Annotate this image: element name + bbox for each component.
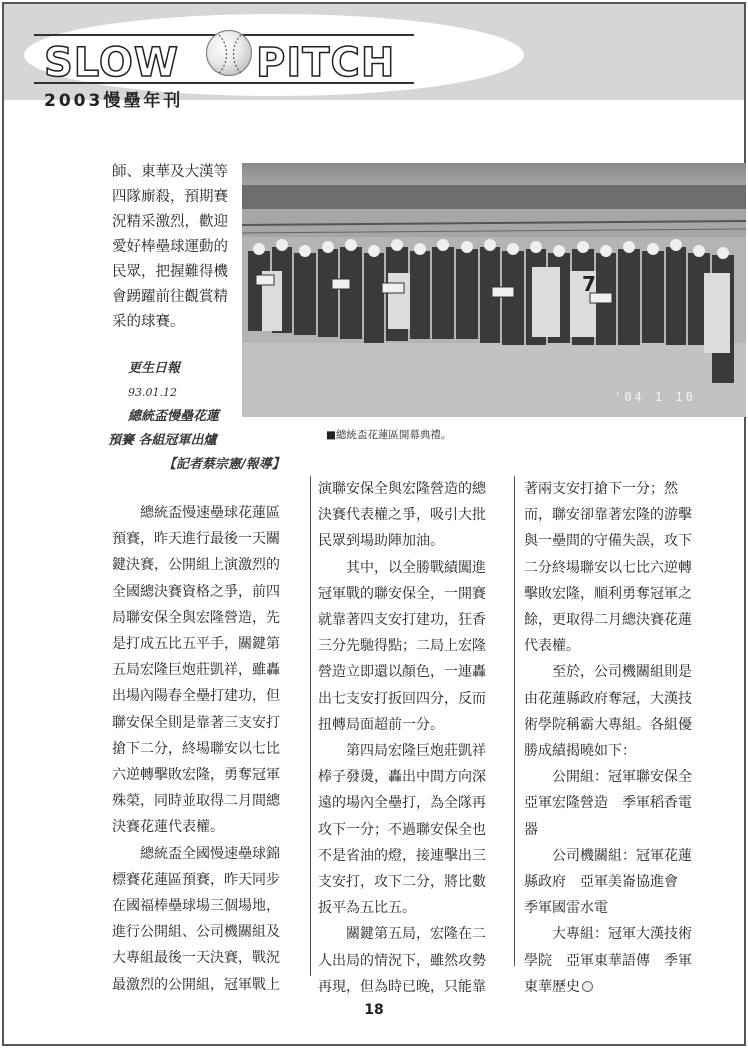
article-line: 三分先馳得點；二局上宏隆: [318, 638, 486, 655]
intro-text: [112, 160, 234, 335]
article-line: 擊敗宏隆，順利勇奪冠軍之: [524, 585, 692, 602]
article-line: 總統盃慢速壘球花蓮區: [140, 505, 280, 521]
article-line: 是打成五比五平手，關鍵第: [112, 636, 280, 653]
article-line: 大專組：冠軍大漢技術: [552, 926, 692, 943]
article-line: 預賽，昨天進行最後一天關: [112, 531, 280, 548]
article-line: 扳平為五比五。: [318, 900, 416, 917]
article-line: 第四局宏隆巨炮莊凱祥: [346, 743, 486, 760]
intro-line: 會踴躍前往觀賞精: [112, 289, 228, 305]
page-number: 18: [364, 1002, 384, 1018]
article-line: 出場內陽春全壘打建功，但: [112, 688, 280, 705]
article-line: 公司機關組：冠軍花蓮: [552, 847, 692, 864]
article-line: 搶下二分，終場聯安以七比: [112, 740, 280, 757]
article-line: 至於，公司機關組則是: [552, 664, 692, 681]
article-line: 與一壘間的守備失誤，攻下: [524, 533, 692, 550]
end-mark-ball-icon: [582, 981, 593, 992]
intro-line: 師、東華及大漢等: [112, 164, 228, 180]
article-line: 支安打，攻下二分，將比數: [318, 874, 486, 891]
article-column-3: [524, 476, 714, 1000]
article-line: 縣政府 亞軍美崙協進會: [524, 874, 678, 891]
photo-caption: ■總統盃花蓮區開幕典禮。: [326, 429, 452, 441]
article-line: 由花蓮縣政府奪冠，大漢技: [524, 690, 692, 707]
article-line: 勝成績揭曉如下：: [524, 743, 636, 760]
article-line: 公開組：冠軍聯安保全: [552, 769, 692, 786]
source-headline-1: 總統盃慢壘花蓮: [128, 409, 220, 424]
article-line: 殊榮，同時並取得二月間總: [112, 793, 280, 810]
article-line: 代表權。: [524, 638, 580, 655]
intro-line: 四隊廝殺，預期賽: [112, 189, 228, 205]
article-line: 亞軍宏隆營造 季軍稻香電: [524, 795, 692, 812]
intro-line: 況精采激烈，歡迎: [112, 214, 228, 230]
photo-date-stamp: '04 1 10: [614, 390, 696, 404]
magazine-title-pitch: PITCH: [256, 40, 396, 86]
article-line: 在國福棒壘球場三個場地，: [112, 898, 280, 915]
article-line: 著兩支安打搶下一分；然: [524, 481, 678, 497]
article-line: 遠的場內全壘打，為全隊再: [318, 795, 486, 812]
article-line: 器: [524, 821, 538, 838]
article-line: 全國總決賽資格之爭，前四: [112, 583, 280, 600]
article-line: 季軍國雷水電: [524, 900, 608, 917]
softball-icon: [206, 30, 252, 76]
article-line: 最激烈的公開組，冠軍戰上: [112, 976, 280, 993]
article-line: 大專組最後一天決賽，戰況: [112, 950, 280, 967]
source-reporter: 【記者蔡宗憲/報導】: [163, 457, 285, 472]
article-line: 關鍵第五局，宏隆在二: [346, 926, 486, 943]
article-line: 鍵決賽，公開組上演激烈的: [112, 557, 280, 574]
source-block: [108, 357, 298, 477]
article-line: 不是省油的燈，接連擊出三: [318, 847, 486, 864]
article-line: 決賽花蓮代表權。: [112, 819, 224, 836]
article-line: 總統盃全國慢速壘球錦: [140, 845, 280, 862]
article-line: [524, 974, 714, 1000]
column-rule-1: [310, 476, 311, 976]
article-line: 營造立即還以顏色，一連轟: [318, 664, 486, 681]
intro-line: 民眾，把握難得機: [112, 264, 228, 280]
article-line: 棒子發燙，轟出中間方向深: [318, 769, 486, 786]
article-line: 演聯安保全與宏隆營造的總: [318, 481, 486, 497]
opening-ceremony-photo: [242, 163, 746, 417]
svg-text:7: 7: [582, 272, 596, 296]
source-date: 93.01.12: [128, 386, 177, 399]
intro-line: 采的球賽。: [112, 314, 185, 330]
article-line: 出七支安打扳回四分，反而: [318, 690, 486, 707]
article-line: 局聯安保全與宏隆營造，先: [112, 609, 280, 626]
article-line: 而，聯安卻靠著宏隆的游擊: [524, 507, 692, 524]
article-line: 二分終場聯安以七比六逆轉: [524, 559, 692, 576]
article-line: 其中，以全勝戰績闖進: [346, 559, 486, 576]
magazine-title-slow: SLOW: [44, 40, 179, 86]
article-line: 決賽代表權之爭，吸引大批: [318, 507, 486, 524]
article-line: 冠軍戰的聯安保全，一開賽: [318, 585, 486, 602]
article-line: 攻下一分；不過聯安保全也: [318, 821, 486, 838]
article-column-2: [318, 476, 502, 1000]
article-line: 六逆轉擊敗宏隆，勇奪冠軍: [112, 767, 280, 784]
photo-illustration: [242, 163, 746, 417]
article-line: 標賽花蓮區預賽，昨天同步: [112, 871, 280, 888]
article-line: 就靠著四支安打建功，狂香: [318, 612, 486, 629]
article-line: 再現，但為時已晚，只能靠: [318, 978, 486, 995]
intro-line: 愛好棒壘球運動的: [112, 239, 228, 255]
article-line: 學院 亞軍東華語傳 季軍: [524, 952, 692, 969]
article-line: 餘，更取得二月總決賽花蓮: [524, 612, 692, 629]
article-line: 民眾到場助陣加油。: [318, 533, 444, 550]
article-line-text: 東華歷史: [524, 978, 580, 995]
article-line: 人出局的情況下，雖然攻勢: [318, 952, 486, 969]
article-column-1: [112, 500, 302, 998]
article-line: 術學院稱霸大專組。各組優: [524, 716, 692, 733]
article-line: 聯安保全則是靠著三支安打: [112, 714, 280, 731]
article-line: 進行公開組、公司機關組及: [112, 924, 280, 941]
source-headline-2: 預賽 各組冠軍出爐: [108, 433, 217, 448]
article-line: 五局宏隆巨炮莊凱祥，雖轟: [112, 662, 280, 679]
article-line: 扭轉局面超前一分。: [318, 716, 444, 733]
column-rule-2: [514, 476, 515, 966]
source-newspaper: 更生日報: [128, 361, 181, 376]
annual-label: 2003慢壘年刊: [44, 91, 184, 111]
